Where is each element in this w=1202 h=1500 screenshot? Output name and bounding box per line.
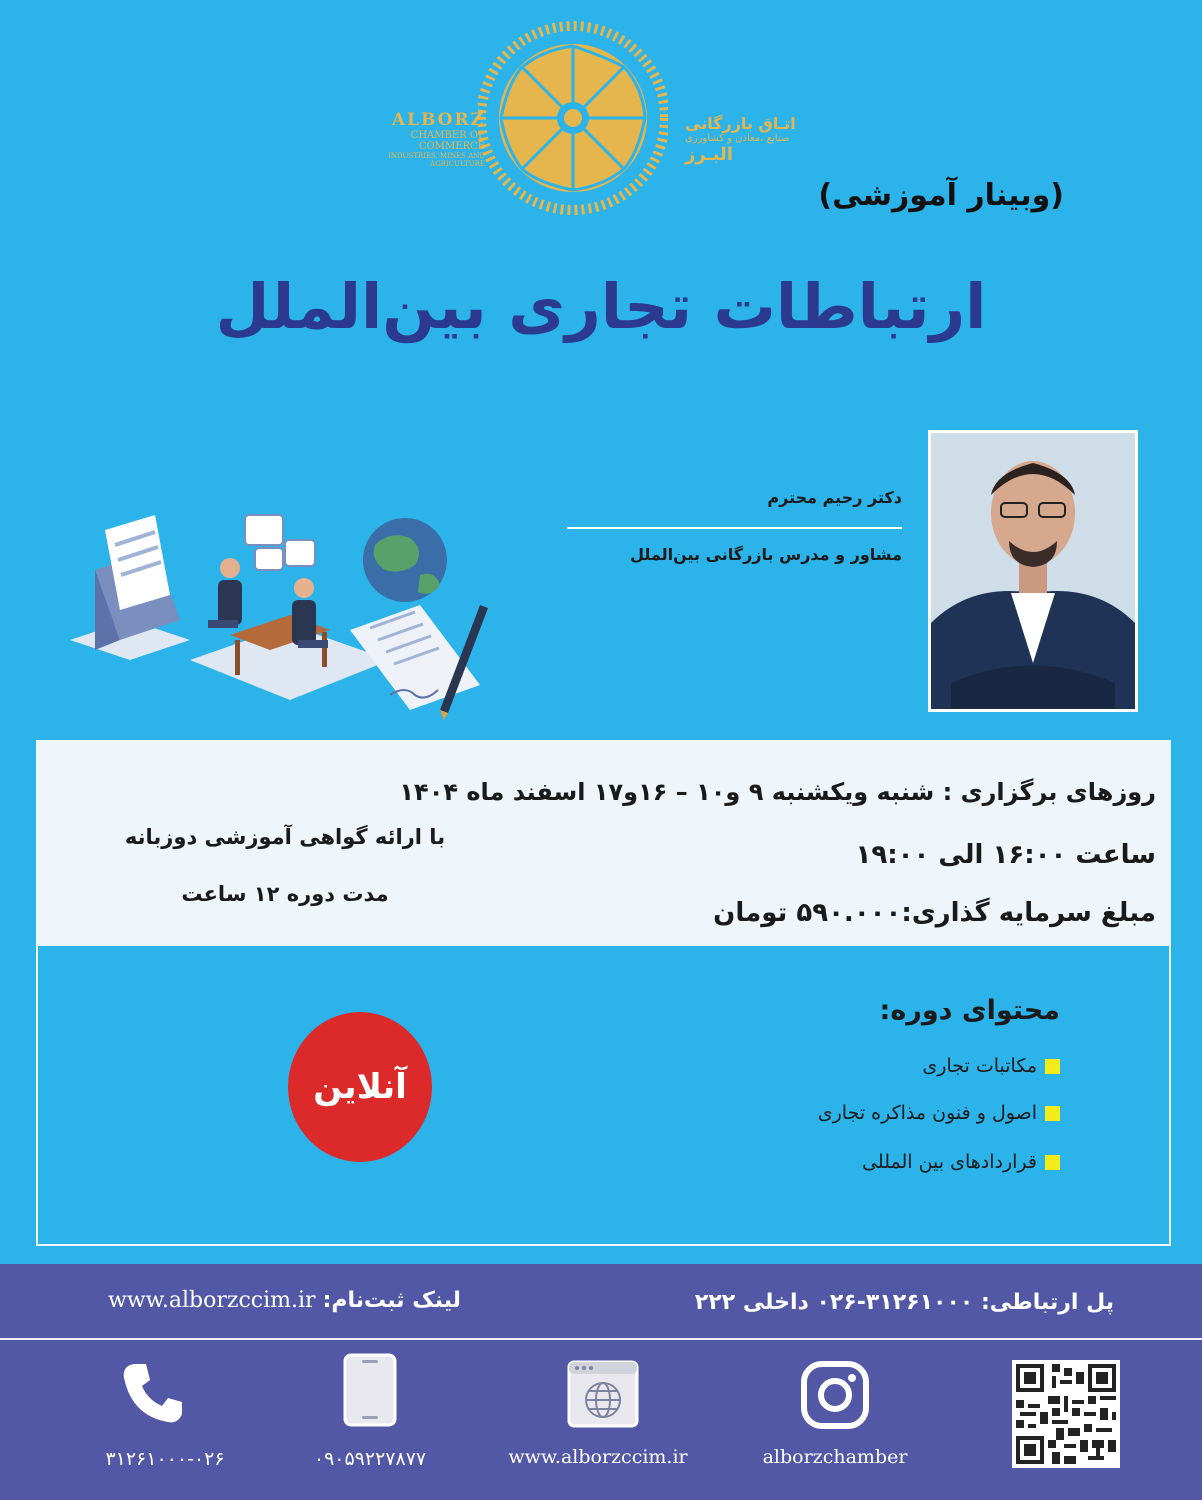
webinar-tag: (وبینار آموزشی) — [818, 178, 1064, 213]
speaker-role: مشاور و مدرس بازرگانی بین‌الملل — [630, 545, 902, 564]
register-link[interactable] — [108, 1288, 461, 1313]
speaker-photo — [928, 430, 1138, 712]
logo-persian-text: اتـاق بازرگانی صنایع ،معادن و کشاورزی البـرز — [685, 114, 796, 165]
phone-number[interactable]: ۳۱۲۶۱۰۰۰-۰۲۶ — [105, 1448, 225, 1470]
content-heading: محتوای دوره: — [879, 995, 1060, 1026]
chamber-logo — [360, 18, 840, 218]
course-price: مبلغ سرمایه گذاری:۵۹۰.۰۰۰ تومان — [713, 898, 1156, 928]
online-badge: آنلاین — [288, 1012, 432, 1162]
course-duration: مدت دوره ۱۲ ساعت — [181, 882, 389, 906]
logo-english-text: ALBORZ CHAMBER OF COMMERCE INDUSTRIES, MINES AND AGRICULTURE — [388, 110, 485, 168]
bullet-square-icon — [1045, 1155, 1060, 1170]
schedule-time: ساعت ۱۶:۰۰ الی ۱۹:۰۰ — [855, 840, 1156, 870]
list-item: اصول و فنون مذاکره تجاری — [818, 1102, 1060, 1124]
instagram-handle[interactable]: alborzchamber — [762, 1446, 908, 1468]
business-meeting-illustration — [60, 510, 490, 740]
chamber-emblem-icon — [478, 18, 668, 218]
phone-icon[interactable] — [118, 1358, 188, 1428]
register-label: لینک ثبت‌نام: — [322, 1288, 461, 1313]
register-url[interactable]: www.alborzccim.ir — [108, 1288, 316, 1313]
qr-code-icon — [1016, 1364, 1116, 1464]
speaker-name: دکتر رحیم محترم — [767, 488, 902, 507]
list-item: مکاتبات تجاری — [922, 1055, 1060, 1077]
certificate-note: با ارائه گواهی آموزشی دوزبانه — [124, 825, 446, 849]
website-url[interactable]: www.alborzccim.ir — [508, 1446, 688, 1468]
footer-divider — [0, 1338, 1202, 1340]
content-panel — [36, 946, 1171, 1246]
website-icon[interactable] — [567, 1360, 639, 1428]
speaker-divider — [567, 527, 902, 529]
list-item: قراردادهای بین المللی — [862, 1151, 1060, 1173]
schedule-dates: روزهای برگزاری : شنبه ویکشنبه ۹ و۱۰ – ۱۶و۱۷ اسفند ماه ۱۴۰۴ — [399, 778, 1156, 806]
bullet-square-icon — [1045, 1106, 1060, 1121]
bullet-square-icon — [1045, 1059, 1060, 1074]
contact-info: پل ارتباطی: ۳۱۲۶۱۰۰۰-۰۲۶ داخلی ۲۲۲ — [694, 1290, 1114, 1315]
page-title: ارتباطات تجاری بین‌الملل — [215, 270, 987, 343]
instagram-icon[interactable] — [800, 1360, 870, 1430]
mobile-number[interactable]: ۰۹۰۵۹۲۲۷۸۷۷ — [313, 1448, 427, 1470]
qr-code[interactable] — [1012, 1360, 1120, 1468]
mobile-icon[interactable] — [342, 1352, 398, 1428]
